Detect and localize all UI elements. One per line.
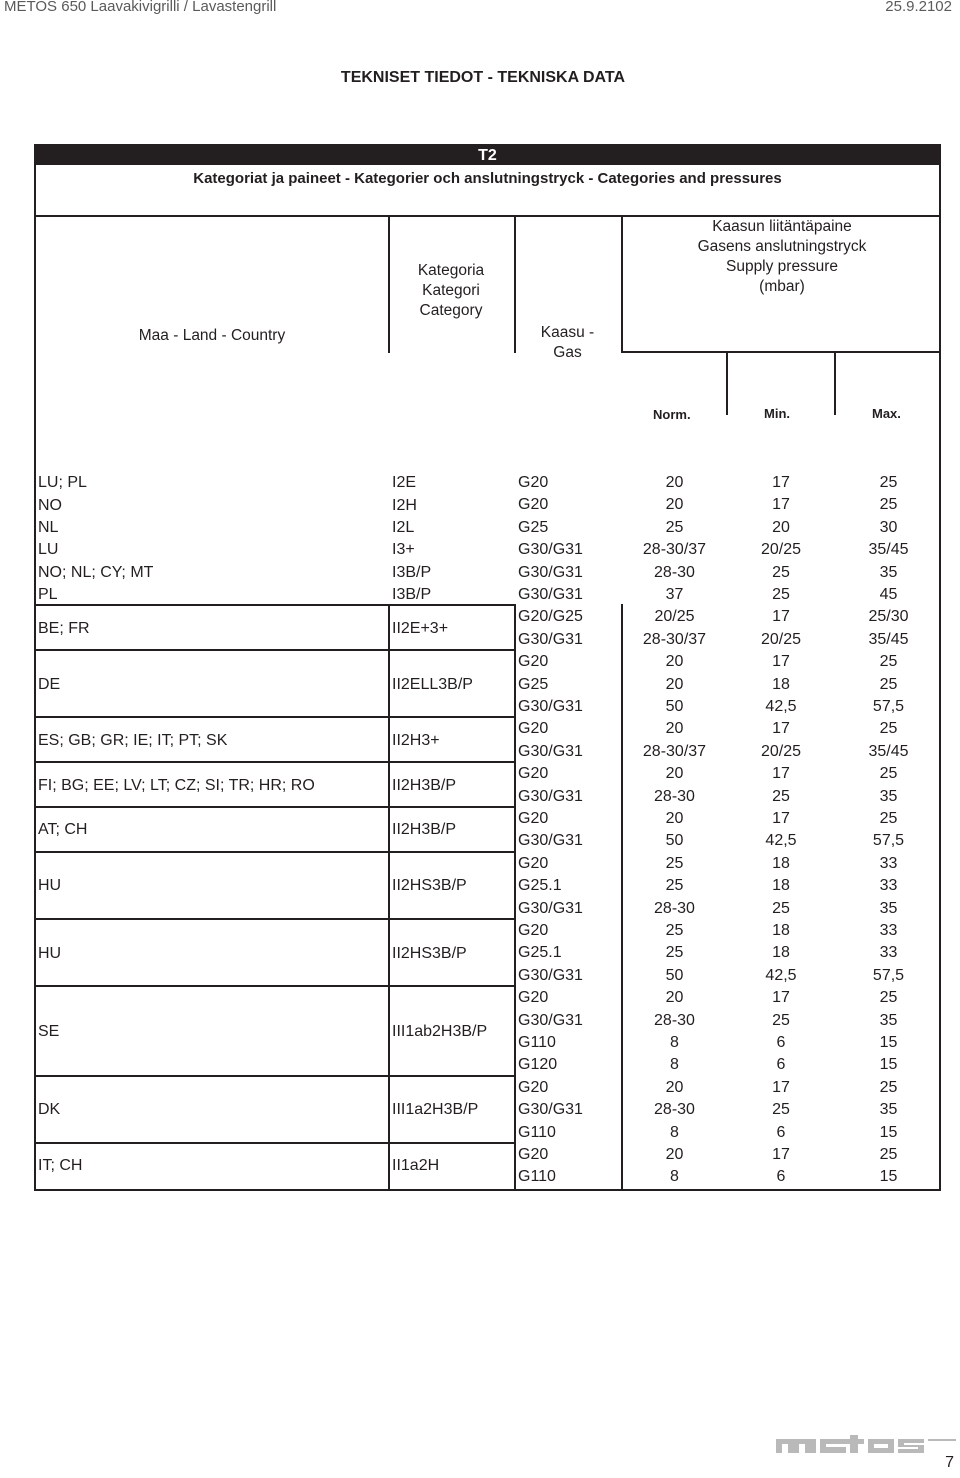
max-cell: 35/45 bbox=[868, 630, 909, 648]
country-cell: DK bbox=[38, 1101, 61, 1119]
country-cell: IT; CH bbox=[38, 1157, 83, 1175]
gas-cell: G25 bbox=[518, 518, 549, 536]
category-cell: I3B/P bbox=[392, 586, 432, 604]
gas-cell: G25.1 bbox=[518, 877, 562, 895]
norm-cell: 25 bbox=[665, 877, 684, 895]
max-cell: 15 bbox=[879, 1123, 898, 1141]
norm-cell: 37 bbox=[665, 586, 684, 603]
gas-cell: G120 bbox=[518, 1056, 558, 1074]
max-cell: 25 bbox=[879, 474, 898, 491]
min-cell: 42,5 bbox=[765, 698, 797, 715]
group-separator bbox=[36, 806, 514, 808]
country-cell: PL bbox=[38, 586, 58, 604]
gas-cell: G20 bbox=[518, 922, 549, 939]
col-divider-4 bbox=[726, 351, 728, 415]
gas-cell: G20 bbox=[518, 474, 549, 491]
norm-cell: 25 bbox=[665, 944, 684, 962]
category-cell: I3B/P bbox=[392, 563, 432, 581]
category-header-sv: Kategori bbox=[422, 282, 480, 299]
min-cell: 17 bbox=[772, 1078, 790, 1096]
gas-cell: G30/G31 bbox=[518, 563, 583, 581]
gas-cell: G30/G31 bbox=[518, 966, 583, 984]
norm-cell: 8 bbox=[670, 1056, 679, 1074]
category-cell: II1a2H bbox=[392, 1157, 440, 1175]
page-number: 7 bbox=[945, 1454, 954, 1471]
max-cell: 33 bbox=[879, 854, 898, 872]
country-cell: AT; CH bbox=[38, 821, 88, 839]
norm-cell: 50 bbox=[665, 698, 684, 715]
min-cell: 20/25 bbox=[760, 630, 802, 648]
min-cell: 17 bbox=[772, 653, 790, 671]
category-cell: I2E bbox=[392, 474, 417, 492]
group-separator bbox=[36, 1075, 514, 1077]
category-cell: II2ELL3B/P bbox=[392, 675, 473, 693]
categories-table bbox=[34, 144, 941, 1191]
gas-cell: G110 bbox=[518, 1034, 556, 1051]
norm-cell: 20 bbox=[665, 474, 684, 491]
norm-cell: 8 bbox=[670, 1034, 679, 1051]
min-cell: 25 bbox=[772, 787, 790, 805]
country-cell: NO; NL; CY; MT bbox=[38, 563, 154, 581]
norm-cell: 20/25 bbox=[654, 608, 695, 626]
norm-cell: 25 bbox=[665, 854, 684, 872]
norm-cell: 20 bbox=[665, 653, 684, 671]
gas-cell: G30/G31 bbox=[518, 1011, 583, 1029]
country-cell: BE; FR bbox=[38, 619, 90, 637]
page-title: TEKNISET TIEDOT - TEKNISKA DATA bbox=[340, 69, 626, 86]
pressure-header-en: Supply pressure bbox=[725, 258, 838, 275]
group-separator bbox=[36, 761, 514, 763]
pressure-header-sv: Gasens anslutningstryck bbox=[697, 238, 867, 255]
max-cell: 35/45 bbox=[868, 541, 909, 559]
pressure-divider bbox=[621, 351, 941, 353]
category-cell: II2H3B/P bbox=[392, 821, 457, 839]
min-cell: 18 bbox=[772, 944, 790, 962]
min-cell: 25 bbox=[772, 1011, 790, 1029]
min-cell: 17 bbox=[772, 765, 790, 783]
min-cell: 17 bbox=[772, 608, 790, 626]
max-cell: 25 bbox=[879, 1146, 898, 1163]
group-separator bbox=[36, 918, 514, 920]
min-cell: 42,5 bbox=[765, 966, 797, 984]
category-cell: I2H bbox=[392, 496, 417, 514]
max-cell: 30 bbox=[879, 518, 898, 536]
norm-header: Norm. bbox=[653, 407, 691, 422]
country-cell: ES; GB; GR; IE; IT; PT; SK bbox=[38, 731, 228, 749]
min-cell: 17 bbox=[772, 810, 790, 827]
body-column-divider bbox=[388, 604, 390, 1190]
table-id: T2 bbox=[478, 147, 497, 164]
max-cell: 35/45 bbox=[868, 742, 909, 760]
page-header-left: METOS 650 Laavakivigrilli / Lavastengrill bbox=[4, 0, 277, 15]
gas-cell: G20 bbox=[518, 720, 549, 738]
min-cell: 20/25 bbox=[760, 541, 802, 559]
category-cell: I3+ bbox=[392, 541, 415, 559]
max-cell: 35 bbox=[879, 899, 898, 917]
gas-header-fi: Kaasu - bbox=[540, 324, 595, 341]
gas-cell: G110 bbox=[518, 1123, 556, 1141]
category-header bbox=[388, 261, 514, 321]
max-cell: 25 bbox=[879, 810, 898, 827]
min-cell: 6 bbox=[776, 1168, 786, 1186]
body-column-divider bbox=[621, 604, 623, 1190]
min-cell: 6 bbox=[776, 1123, 786, 1141]
max-cell: 33 bbox=[879, 944, 898, 962]
country-cell: NO bbox=[38, 496, 62, 514]
max-cell: 33 bbox=[879, 877, 898, 895]
gas-cell: G110 bbox=[518, 1168, 556, 1186]
gas-cell: G30/G31 bbox=[518, 698, 583, 715]
gas-cell: G20 bbox=[518, 810, 549, 827]
max-cell: 25 bbox=[879, 653, 898, 671]
max-cell: 25 bbox=[879, 765, 898, 783]
country-cell: FI; BG; EE; LV; LT; CZ; SI; TR; HR; RO bbox=[38, 776, 315, 794]
group-separator bbox=[36, 851, 514, 853]
max-cell: 33 bbox=[879, 922, 898, 939]
category-cell: II2H3+ bbox=[392, 731, 440, 749]
gas-cell: G20 bbox=[518, 653, 549, 671]
country-cell: LU; PL bbox=[38, 474, 87, 492]
table-subtitle: Kategoriat ja paineet - Kategorier och anslutningstryck - Categories and pressures bbox=[193, 170, 782, 187]
body-column-divider bbox=[514, 604, 516, 1190]
max-cell: 15 bbox=[879, 1056, 898, 1074]
min-cell: 17 bbox=[772, 496, 790, 514]
min-cell: 25 bbox=[772, 586, 790, 603]
max-cell: 35 bbox=[879, 1011, 898, 1029]
max-cell: 45 bbox=[879, 586, 898, 603]
min-header: Min. bbox=[764, 406, 790, 421]
max-cell: 57,5 bbox=[872, 966, 905, 984]
country-cell: HU bbox=[38, 944, 62, 962]
gas-cell: G30/G31 bbox=[518, 742, 583, 760]
norm-cell: 20 bbox=[665, 810, 684, 827]
norm-cell: 28-30 bbox=[654, 1101, 695, 1119]
country-header: Maa - Land - Country bbox=[138, 327, 286, 344]
max-cell: 57,5 bbox=[872, 698, 905, 715]
norm-cell: 28-30 bbox=[654, 787, 695, 805]
norm-cell: 28-30/37 bbox=[642, 742, 707, 760]
category-cell: II2HS3B/P bbox=[392, 877, 467, 895]
min-cell: 17 bbox=[772, 989, 790, 1007]
norm-cell: 28-30 bbox=[654, 899, 695, 917]
country-cell: LU bbox=[38, 541, 59, 559]
min-cell: 18 bbox=[772, 854, 790, 872]
max-cell: 57,5 bbox=[872, 832, 905, 850]
gas-cell: G30/G31 bbox=[518, 586, 583, 603]
norm-cell: 28-30/37 bbox=[642, 541, 707, 559]
country-cell: NL bbox=[38, 519, 59, 536]
max-cell: 15 bbox=[879, 1034, 898, 1051]
gas-cell: G25 bbox=[518, 675, 549, 693]
min-cell: 25 bbox=[772, 563, 790, 581]
gas-cell: G20 bbox=[518, 989, 549, 1007]
gas-cell: G20 bbox=[518, 1146, 549, 1163]
norm-cell: 20 bbox=[665, 720, 684, 738]
max-cell: 35 bbox=[879, 1101, 898, 1119]
gas-cell: G20 bbox=[518, 496, 549, 514]
country-cell: DE bbox=[38, 675, 61, 693]
norm-cell: 28-30/37 bbox=[642, 630, 707, 648]
max-cell: 25 bbox=[879, 989, 898, 1007]
max-cell: 25 bbox=[879, 496, 898, 514]
gas-cell: G30/G31 bbox=[518, 541, 583, 559]
group-separator bbox=[36, 604, 514, 606]
norm-cell: 50 bbox=[665, 832, 684, 850]
norm-cell: 25 bbox=[665, 922, 684, 939]
min-cell: 18 bbox=[772, 675, 790, 693]
min-cell: 20 bbox=[772, 518, 790, 536]
norm-cell: 20 bbox=[665, 1146, 684, 1163]
group-separator bbox=[36, 1142, 514, 1144]
norm-cell: 20 bbox=[665, 1078, 684, 1096]
pressure-header-fi: Kaasun liitäntäpaine bbox=[712, 218, 852, 235]
gas-cell: G30/G31 bbox=[518, 832, 583, 850]
min-cell: 17 bbox=[772, 1146, 790, 1163]
min-cell: 20/25 bbox=[760, 742, 802, 760]
country-cell: HU bbox=[38, 877, 62, 895]
min-cell: 17 bbox=[772, 720, 790, 738]
min-cell: 17 bbox=[772, 474, 790, 491]
category-cell: I2L bbox=[392, 519, 415, 536]
country-cell: SE bbox=[38, 1023, 60, 1040]
norm-cell: 25 bbox=[665, 518, 684, 536]
gas-cell: G30/G31 bbox=[518, 630, 583, 648]
pressure-header-unit: (mbar) bbox=[759, 278, 805, 295]
category-header-fi: Kategoria bbox=[417, 262, 485, 279]
gas-cell: G30/G31 bbox=[518, 787, 583, 805]
norm-cell: 20 bbox=[665, 765, 684, 783]
gas-header bbox=[514, 323, 621, 363]
group-separator bbox=[36, 985, 514, 987]
gas-cell: G20 bbox=[518, 765, 549, 783]
gas-cell: G20 bbox=[518, 854, 549, 872]
metos-logo bbox=[774, 1433, 958, 1455]
min-cell: 6 bbox=[776, 1056, 786, 1074]
norm-cell: 50 bbox=[665, 966, 684, 984]
gas-cell: G30/G31 bbox=[518, 899, 583, 917]
gas-cell: G25.1 bbox=[518, 944, 562, 962]
gas-header-en: Gas bbox=[553, 344, 582, 361]
norm-cell: 28-30 bbox=[654, 1011, 695, 1029]
min-cell: 18 bbox=[772, 877, 790, 895]
norm-cell: 20 bbox=[665, 989, 684, 1007]
norm-cell: 28-30 bbox=[654, 563, 695, 581]
col-divider-5 bbox=[834, 351, 836, 415]
min-cell: 25 bbox=[772, 1101, 790, 1119]
category-cell: III1a2H3B/P bbox=[392, 1101, 479, 1119]
group-separator bbox=[36, 716, 514, 718]
max-cell: 35 bbox=[879, 787, 898, 805]
min-cell: 42,5 bbox=[765, 832, 797, 850]
min-cell: 25 bbox=[772, 899, 790, 917]
category-header-en: Category bbox=[419, 302, 483, 319]
max-cell: 25/30 bbox=[868, 608, 909, 626]
max-cell: 15 bbox=[879, 1168, 898, 1186]
norm-cell: 8 bbox=[670, 1168, 679, 1186]
gas-cell: G20/G25 bbox=[518, 608, 583, 626]
pressure-header bbox=[623, 217, 941, 297]
norm-cell: 20 bbox=[665, 675, 684, 693]
group-separator bbox=[36, 649, 514, 651]
max-header: Max. bbox=[872, 406, 901, 421]
max-cell: 25 bbox=[879, 720, 898, 738]
min-cell: 6 bbox=[776, 1034, 786, 1051]
category-cell: II2H3B/P bbox=[392, 776, 457, 794]
page-header-date: 25.9.2102 bbox=[885, 0, 952, 15]
max-cell: 25 bbox=[879, 1078, 898, 1096]
min-cell: 18 bbox=[772, 922, 790, 939]
gas-cell: G30/G31 bbox=[518, 1101, 583, 1119]
norm-cell: 8 bbox=[670, 1123, 679, 1141]
max-cell: 25 bbox=[879, 675, 898, 693]
category-cell: III1ab2H3B/P bbox=[392, 1023, 488, 1040]
norm-cell: 20 bbox=[665, 496, 684, 514]
category-cell: II2E+3+ bbox=[392, 619, 449, 637]
category-cell: II2HS3B/P bbox=[392, 944, 467, 962]
gas-cell: G20 bbox=[518, 1078, 549, 1096]
max-cell: 35 bbox=[879, 563, 898, 581]
